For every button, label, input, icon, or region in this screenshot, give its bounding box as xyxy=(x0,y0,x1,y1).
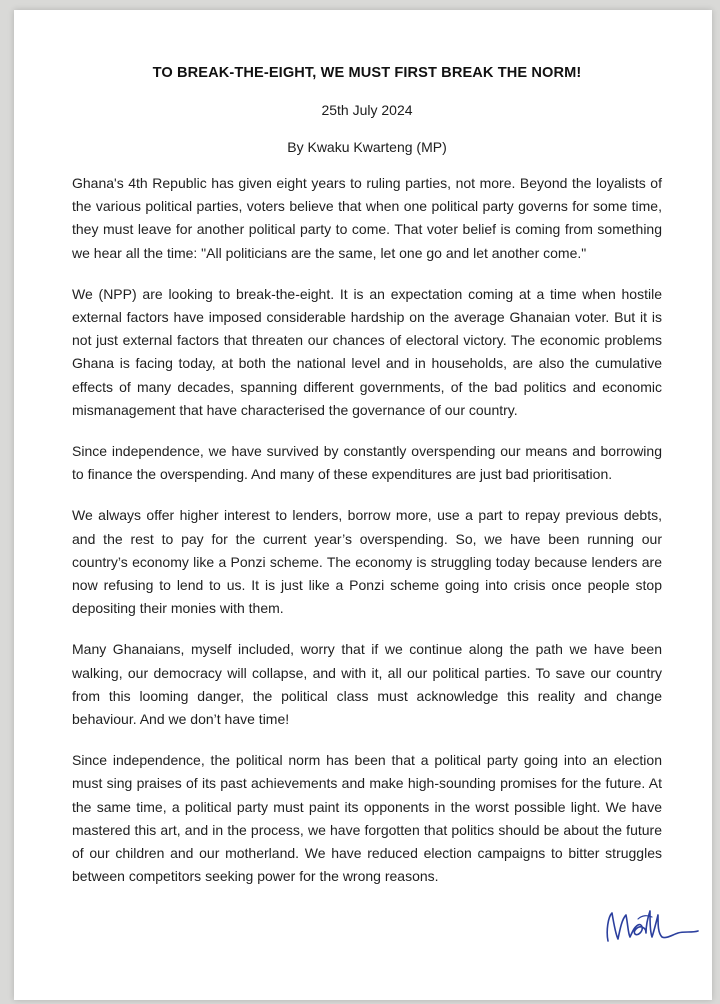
document-title: TO BREAK-THE-EIGHT, WE MUST FIRST BREAK THE NORM! xyxy=(152,65,582,81)
document-body xyxy=(72,172,662,906)
paragraph-2: We (NPP) are looking to break-the-eight. It is an expectation coming at a time when hostile external factors have imposed considerable hardship on the average Ghanaian voter. But it is not just external factors that threaten our chances of electoral victory. The economic problems Ghana is facing today, at both the national level and in households, are also the cumulative effects of many decades, spanning different governments, of the bad politics and economic mismanagement that have characterised the governance of our country. xyxy=(72,285,662,418)
document-date: 25th July 2024 xyxy=(321,102,413,118)
paragraph-1: Ghana's 4th Republic has given eight years to ruling parties, not more. Beyond the loyalists of the various political parties, voters believe that when one political party governs for some time, they must leave for another political party to come. That voter belief is coming from something we hear all the time: "All politicians are the same, let one go and let another come." xyxy=(72,175,662,261)
handwritten-signature xyxy=(602,903,702,951)
paragraph-5: Many Ghanaians, myself included, worry that if we continue along the path we have been walking, our democracy will collapse, and with it, all our political parties. To save our country from this looming danger, the political class must acknowledge this reality and change behaviour. And we don’t have time! xyxy=(72,641,662,728)
paragraph-3: Since independence, we have survived by constantly overspending our means and borrowing to finance the overspending. And many of these expenditures are just bad prioritisation. xyxy=(72,443,662,483)
document-page xyxy=(14,10,712,1000)
document-byline: By Kwaku Kwarteng (MP) xyxy=(287,139,447,155)
paragraph-6: Since independence, the political norm has been that a political party going into an election must sing praises of its past achievements and make high-sounding promises for the future. At the same time, a political party must paint its opponents in the worst possible light. We have mastered this art, and in the process, we have forgotten that politics should be about the future of our children and our motherland. We have reduced election campaigns to bitter struggles between competitors seeking power for the wrong reasons. xyxy=(72,752,662,885)
paragraph-4: We always offer higher interest to lenders, borrow more, use a part to repay previous debts, and the rest to pay for the current year’s overspending. So, we have been running our country’s economy like a Ponzi scheme. The economy is struggling today because lenders are now refusing to lend to us. It is just like a Ponzi scheme going into crisis once people stop depositing their monies with them. xyxy=(72,507,662,617)
